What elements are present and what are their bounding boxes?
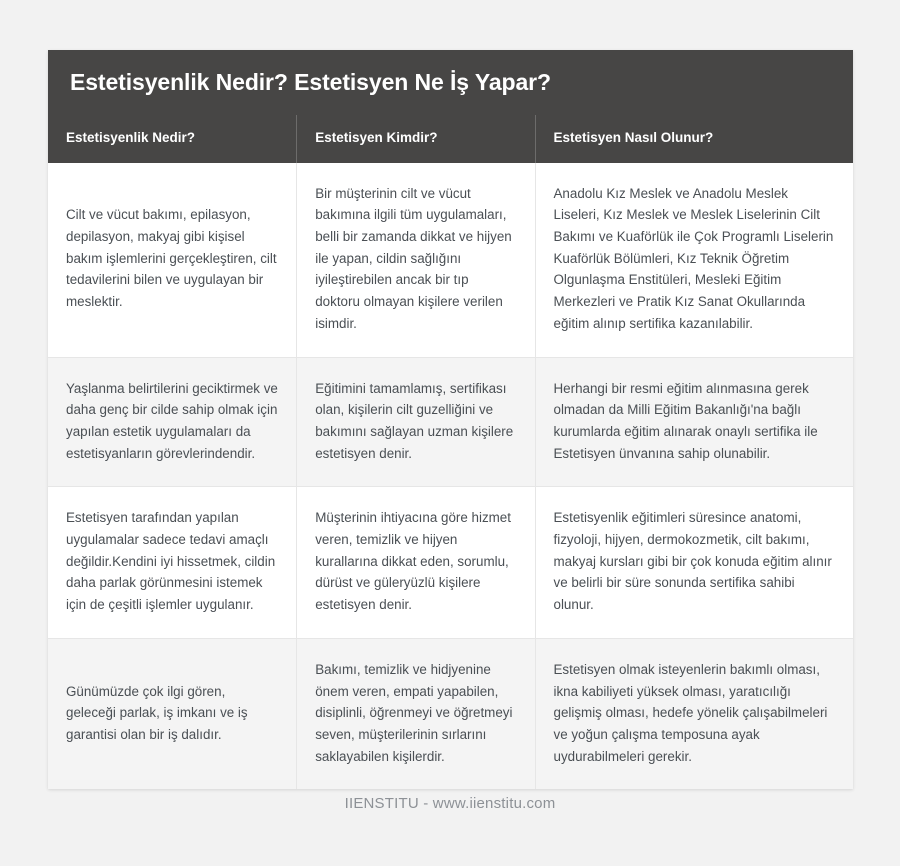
table-cell: Eğitimini tamamlamış, sertifikası olan, kişilerin cilt guzelliğini ve bakımını sağlayan uzman kişilere estetisyen denir.: [297, 357, 535, 487]
table-cell: Günümüzde çok ilgi gören, geleceği parlak, iş imkanı ve iş garantisi olan bir iş dalıdır.: [48, 638, 297, 789]
column-header-estetisyen-nasil-olunur: Estetisyen Nasıl Olunur?: [535, 115, 853, 162]
table-cell: Herhangi bir resmi eğitim alınmasına gerek olmadan da Milli Eğitim Bakanlığı'na bağlı kurumlarda eğitim alınarak onaylı sertifika ile Estetisyen ünvanına sahip olunabilir.: [535, 357, 853, 487]
table-cell: Bakımı, temizlik ve hidjyenine önem veren, empati yapabilen, disiplinli, öğrenmeyi ve öğretmeyi seven, müşterilerinin sırlarını saklayabilen kişilerdir.: [297, 638, 535, 789]
table-cell: Anadolu Kız Meslek ve Anadolu Meslek Liseleri, Kız Meslek ve Meslek Liselerinin Cilt Bakımı ve Kuaförlük ile Çok Programlı Liselerin Kuaförlük Bölümleri, Kız Teknik Öğretim Olgunlaşma Enstitüleri, Mesleki Eğitim Merkezleri ve Pratik Kız Sanat Okullarında eğitim alınıp sertifika kazanılabilir.: [535, 163, 853, 357]
table-row: [48, 487, 853, 639]
table-title-bar: [48, 50, 853, 115]
table-row: [48, 638, 853, 789]
footer: [0, 795, 900, 813]
table-cell: Yaşlanma belirtilerini geciktirmek ve daha genç bir cilde sahip olmak için yapılan estetik uygulamaları da estetisyanların görevlerindendir.: [48, 357, 297, 487]
table-cell: Estetisyen olmak isteyenlerin bakımlı olması, ikna kabiliyeti yüksek olması, yaratıcılığı gelişmiş olması, hedefe yönelik çalışabilmeleri ve yoğun çalışma temposuna ayak uydurabilmeleri gerekir.: [535, 638, 853, 789]
comparison-table: [48, 115, 853, 789]
table-body: [48, 163, 853, 790]
info-table-card: [48, 50, 853, 789]
table-cell: Estetisyen tarafından yapılan uygulamalar sadece tedavi amaçlı değildir.Kendini iyi hissetmek, cildin daha parlak görünmesini istemek için de çeşitli işlemler uygulanır.: [48, 487, 297, 639]
table-cell: Estetisyenlik eğitimleri süresince anatomi, fizyoloji, hijyen, dermokozmetik, cilt bakımı, makyaj kursları gibi bir çok konuda eğitim alınır ve belirli bir süre sonunda sertifika sahibi olunur.: [535, 487, 853, 639]
table-cell: Bir müşterinin cilt ve vücut bakımına ilgili tüm uygulamaları, belli bir zamanda dikkat ve hijyen ile yapan, cildin sağlığını iyileştirebilen ancak bir tıp doktoru olmayan kişilere verilen isimdir.: [297, 163, 535, 357]
table-row: [48, 163, 853, 357]
page-title: Estetisyenlik Nedir? Estetisyen Ne İş Yapar?: [70, 69, 551, 95]
column-header-estetisyen-kimdir: Estetisyen Kimdir?: [297, 115, 535, 162]
table-cell: Müşterinin ihtiyacına göre hizmet veren, temizlik ve hijyen kurallarına dikkat eden, sorumlu, dürüst ve güleryüzlü kişilere estetisyen denir.: [297, 487, 535, 639]
table-cell: Cilt ve vücut bakımı, epilasyon, depilasyon, makyaj gibi kişisel bakım işlemlerini gerçekleştiren, cilt tedavilerini bilen ve uygulayan bir meslektir.: [48, 163, 297, 357]
table-header-row: [48, 115, 853, 162]
table-row: [48, 357, 853, 487]
column-header-estetisyenlik-nedir: Estetisyenlik Nedir?: [48, 115, 297, 162]
table-header: [48, 115, 853, 162]
footer-attribution: IIENSTITU - www.iienstitu.com: [344, 795, 556, 812]
